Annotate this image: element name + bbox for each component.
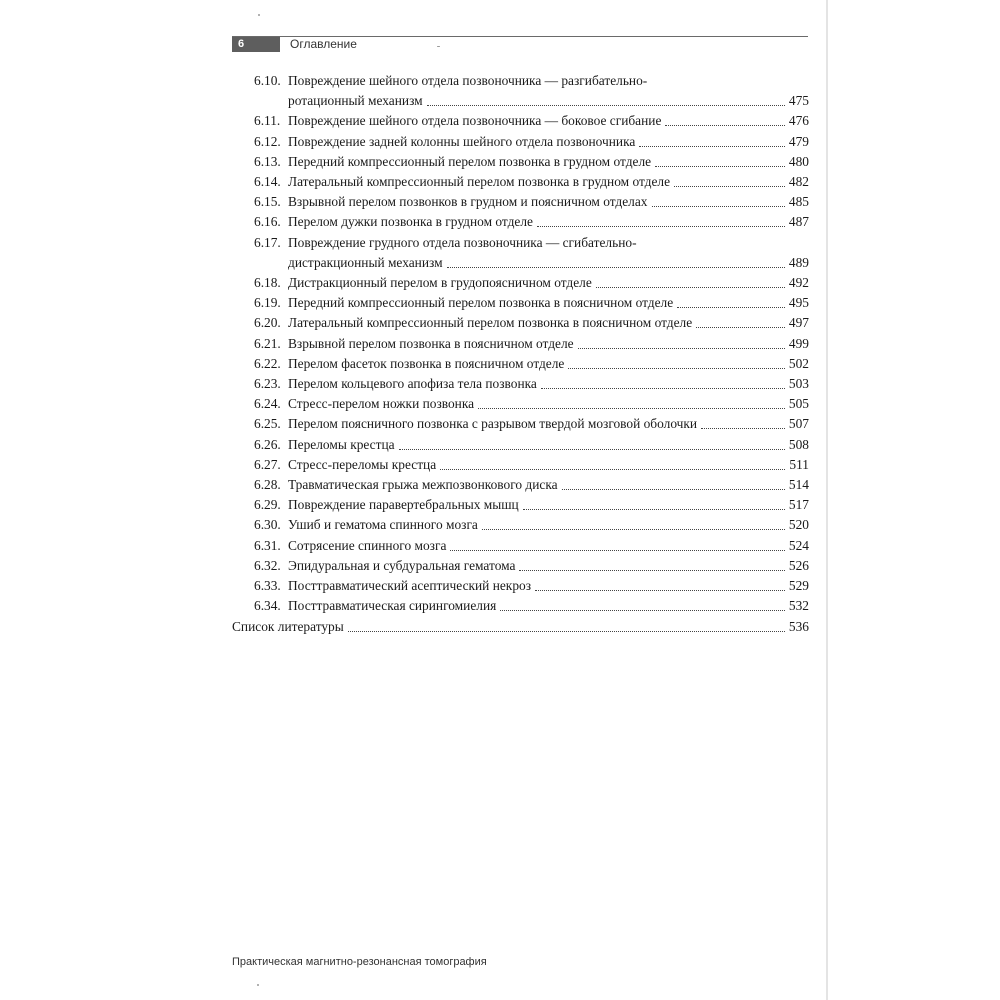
toc-entry[interactable] — [254, 334, 809, 354]
toc-entry-page: 524 — [788, 537, 809, 553]
paper-speck — [257, 984, 259, 986]
toc-entry-title: Перелом фасеток позвонка в поясничном отделе — [288, 355, 565, 371]
toc-leader-dots — [701, 414, 785, 434]
toc-entry-page: 505 — [788, 396, 809, 412]
toc-entry-title: Стресс-перелом ножки позвонка — [288, 396, 475, 412]
toc-entry-number: 6.21. — [254, 335, 281, 351]
toc-entry-number: 6.20. — [254, 315, 281, 331]
toc-entry[interactable] — [254, 273, 809, 293]
toc-entry-title: Повреждение шейного отдела позвоночника — разгибательно- — [288, 73, 648, 88]
toc-references-page: 536 — [788, 619, 809, 635]
toc-leader-dots — [535, 576, 785, 596]
toc-leader-dots — [655, 152, 785, 172]
toc-entry-number: 6.32. — [254, 557, 281, 573]
toc-entry-title: Передний компрессионный перелом позвонка в грудном отделе — [288, 153, 652, 169]
toc-entry-number: 6.30. — [254, 517, 281, 533]
toc-entry-title: Взрывной перелом позвонка в поясничном отделе — [288, 335, 574, 351]
toc-entry-number: 6.19. — [254, 295, 281, 311]
toc-leader-dots — [427, 91, 785, 111]
toc-entry-number: 6.12. — [254, 133, 281, 149]
toc-entry[interactable] — [254, 192, 809, 212]
toc-entry-title: Перелом кольцевого апофиза тела позвонка — [288, 376, 537, 391]
toc-entry-title: Латеральный компрессионный перелом позвонка в грудном отделе — [288, 174, 671, 189]
toc-entry-title: Передний компрессионный перелом позвонка в поясничном отделе — [288, 295, 674, 311]
toc-entry-number: 6.11. — [254, 113, 281, 129]
toc-entry[interactable] — [254, 394, 809, 414]
toc-entry-page: 507 — [788, 416, 809, 432]
toc-leader-dots — [596, 273, 785, 293]
toc-leader-dots — [541, 374, 785, 394]
toc-entry[interactable] — [254, 172, 809, 192]
toc-entry-number: 6.33. — [254, 578, 281, 593]
toc-leader-dots — [447, 253, 785, 273]
toc-entry[interactable] — [254, 536, 809, 556]
toc-entry-number: 6.18. — [254, 275, 281, 290]
toc-entry[interactable] — [254, 414, 809, 434]
toc-leader-dots — [696, 313, 785, 333]
toc-leader-dots — [500, 596, 785, 616]
toc-entry[interactable] — [254, 475, 809, 495]
toc-entry-number: 6.27. — [254, 456, 281, 472]
toc-entry-page: 503 — [788, 376, 809, 391]
header-page-number: 6 — [232, 37, 280, 52]
toc-leader-dots — [440, 455, 785, 475]
toc-entry-number: 6.17. — [254, 234, 281, 250]
toc-leader-dots — [523, 495, 785, 515]
toc-entry[interactable] — [254, 293, 809, 313]
toc-entry-number: 6.16. — [254, 214, 281, 230]
toc-entry[interactable] — [254, 596, 809, 616]
toc-entry-page: 492 — [788, 275, 809, 290]
toc-leader-dots — [578, 334, 785, 354]
toc-entry-title: Повреждение паравертебральных мышц — [288, 497, 519, 513]
toc-entry[interactable] — [254, 556, 809, 576]
toc-entry-title: Повреждение грудного отдела позвоночника — сгибательно- — [288, 234, 637, 250]
toc-entry-page: 526 — [788, 557, 809, 573]
toc-entry-title: Ушиб и гематома спинного мозга — [288, 517, 478, 533]
toc-entry-page: 517 — [788, 497, 809, 513]
toc-entry[interactable] — [254, 71, 809, 91]
toc-entry-title: Эпидуральная и субдуральная гематома — [288, 557, 516, 573]
toc-entry-page: 476 — [788, 113, 809, 129]
toc-entry[interactable] — [254, 495, 809, 515]
toc-entry-continuation[interactable] — [288, 91, 809, 111]
toc-entry-page: 485 — [788, 194, 809, 210]
toc-entry-number: 6.10. — [254, 73, 281, 88]
toc-entry[interactable] — [254, 212, 809, 232]
toc-entry-title: Перелом дужки позвонка в грудном отделе — [288, 214, 533, 230]
toc-leader-dots — [562, 475, 785, 495]
toc-entry-page: 499 — [788, 335, 809, 351]
toc-entry[interactable] — [254, 576, 809, 596]
toc-entry-title: Повреждение задней колонны шейного отдела позвоночника — [288, 133, 636, 149]
toc-entry-page: 514 — [788, 477, 809, 492]
toc-leader-dots — [677, 293, 785, 313]
toc-entry-page: 508 — [788, 436, 809, 452]
toc-entry[interactable] — [254, 111, 809, 131]
toc-entry-title: Посттравматическая сирингомиелия — [288, 598, 497, 614]
paper-speck — [437, 46, 440, 47]
toc-leader-dots — [639, 132, 785, 152]
toc-entry-number: 6.26. — [254, 436, 281, 452]
toc-entry-page: 502 — [788, 355, 809, 371]
toc-entry-title: Травматическая грыжа межпозвонкового диска — [288, 477, 558, 492]
toc-entry[interactable] — [254, 455, 809, 475]
toc-leader-dots — [537, 212, 785, 232]
toc-entry-title: Дистракционный перелом в грудопоясничном отделе — [288, 275, 592, 290]
toc-references-label: Список литературы — [232, 619, 344, 635]
toc-leader-dots — [399, 435, 785, 455]
toc-entry[interactable] — [254, 435, 809, 455]
toc-entry[interactable] — [254, 515, 809, 535]
toc-leader-dots — [652, 192, 785, 212]
toc-entry-page: 532 — [788, 598, 809, 614]
toc-entry-page: 489 — [788, 254, 809, 270]
toc-entry[interactable] — [254, 313, 809, 333]
paper-speck — [258, 14, 260, 16]
toc-entry-page: 497 — [788, 315, 809, 331]
toc-entry-page: 511 — [789, 456, 809, 472]
toc-entry-number: 6.34. — [254, 598, 281, 614]
toc-references[interactable] — [232, 617, 809, 637]
toc-entry-number: 6.29. — [254, 497, 281, 513]
toc-entry-title-continued: дистракционный механизм — [288, 254, 443, 270]
toc-entry-number: 6.13. — [254, 153, 281, 169]
footer-book-title: Практическая магнитно-резонансная томография — [232, 956, 487, 968]
toc-entry-number: 6.28. — [254, 477, 281, 492]
toc-leader-dots — [519, 556, 784, 576]
toc-entry-number: 6.23. — [254, 376, 281, 391]
toc-entry-page: 482 — [788, 174, 809, 189]
toc-entry-title: Переломы крестца — [288, 436, 395, 452]
toc-entry-title: Сотрясение спинного мозга — [288, 537, 447, 553]
toc-leader-dots — [665, 111, 785, 131]
toc-entry-title: Посттравматический асептический некроз — [288, 578, 531, 593]
toc-entry-page: 479 — [788, 133, 809, 149]
toc-leader-dots — [674, 172, 785, 192]
header-section-title: Оглавление — [290, 37, 357, 51]
toc-entry-page: 520 — [788, 517, 809, 533]
toc-entry-number: 6.25. — [254, 416, 281, 432]
toc-entry-title: Латеральный компрессионный перелом позвонка в поясничном отделе — [288, 315, 693, 331]
toc-entry[interactable] — [254, 374, 809, 394]
toc-leader-dots — [482, 515, 785, 535]
toc-entry-page: 480 — [788, 153, 809, 169]
toc-entry-continuation[interactable] — [288, 253, 809, 273]
toc-leader-dots — [450, 536, 785, 556]
toc-entry-title: Перелом поясничного позвонка с разрывом твердой мозговой оболочки — [288, 416, 698, 432]
toc-entry[interactable] — [254, 233, 809, 253]
toc-entry-title: Взрывной перелом позвонков в грудном и поясничном отделах — [288, 194, 648, 210]
toc-entry-page: 529 — [788, 578, 809, 593]
toc-entry-title: Повреждение шейного отдела позвоночника — боковое сгибание — [288, 113, 662, 129]
toc-entry[interactable] — [254, 152, 809, 172]
toc-leader-dots — [478, 394, 785, 414]
toc-leader-dots — [568, 354, 785, 374]
toc-entry[interactable] — [254, 354, 809, 374]
toc-entry-title: Стресс-переломы крестца — [288, 456, 437, 472]
toc-entry-number: 6.31. — [254, 537, 281, 553]
toc-entry-title-continued: ротационный механизм — [288, 93, 423, 109]
toc-entry-number: 6.24. — [254, 396, 281, 412]
toc-leader-dots — [348, 617, 785, 637]
toc-entry-number: 6.22. — [254, 355, 281, 371]
toc-entry-page: 487 — [788, 214, 809, 230]
toc-entry-number: 6.14. — [254, 174, 281, 189]
toc-entry-page: 495 — [788, 295, 809, 311]
toc-entry-page: 475 — [788, 93, 809, 109]
toc-entry[interactable] — [254, 132, 809, 152]
toc-entry-number: 6.15. — [254, 194, 281, 210]
